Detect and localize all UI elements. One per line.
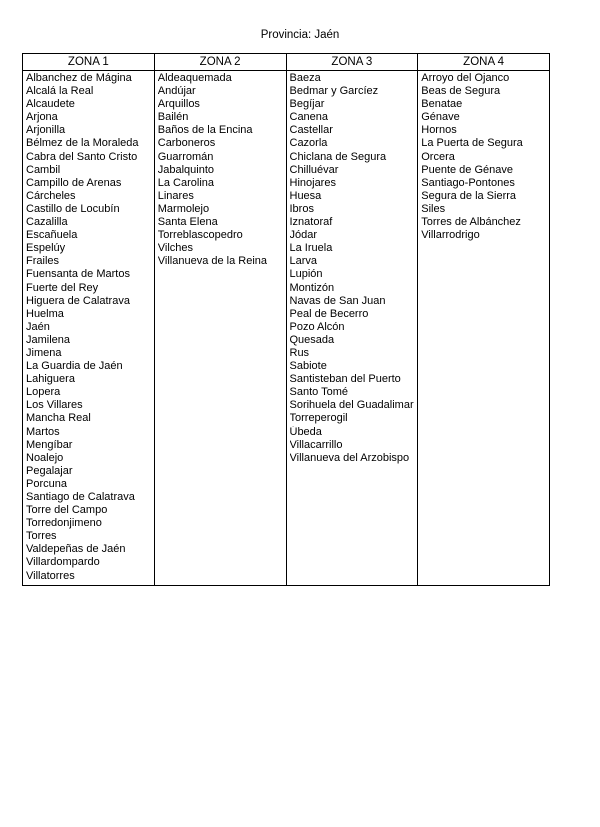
municipality-item: Santiago-Pontones xyxy=(421,176,515,189)
municipality-item: Torredonjimeno xyxy=(26,517,102,530)
municipality-item: Porcuna xyxy=(26,477,67,490)
municipality-item: Ibros xyxy=(289,202,314,215)
municipality-item: Aldeaquemada xyxy=(157,72,232,84)
municipality-item: Rus xyxy=(289,346,310,359)
municipality-item: Villarrodrigo xyxy=(421,229,480,242)
municipality-item: Montizón xyxy=(289,281,335,294)
municipality-item: Fuensanta de Martos xyxy=(26,268,130,281)
municipality-item: Génave xyxy=(421,111,460,124)
municipality-item: Alcaudete xyxy=(26,98,75,111)
municipality-item: Albanchez de Mágina xyxy=(26,72,132,84)
municipality-item: Campillo de Arenas xyxy=(26,176,122,189)
municipality-item: Arroyo del Ojanco xyxy=(421,72,510,84)
municipality-item: Cazalilla xyxy=(26,216,68,229)
municipality-item: Lupión xyxy=(289,268,323,281)
municipality-item: Arjona xyxy=(26,111,58,124)
municipality-item: Villacarrillo xyxy=(289,438,343,451)
municipality-item: Villanueva del Arzobispo xyxy=(289,451,410,464)
zone-header-2: ZONA 2 xyxy=(154,54,286,71)
zones-table xyxy=(22,53,550,586)
municipality-item: Bailén xyxy=(157,111,189,124)
municipality-item: Iznatoraf xyxy=(289,216,333,229)
municipality-item: Valdepeñas de Jaén xyxy=(26,543,126,556)
zone-3-list xyxy=(286,71,418,586)
municipality-item: Pozo Alcón xyxy=(289,320,345,333)
municipality-item: La Iruela xyxy=(289,242,333,255)
zone-4-list xyxy=(418,71,550,586)
municipality-item: Torres xyxy=(26,530,57,543)
municipality-item: Santiago de Calatrava xyxy=(26,491,135,503)
municipality-item: Lahiguera xyxy=(26,373,75,386)
municipality-item: Beas de Segura xyxy=(421,85,501,98)
municipality-item: Castillo de Locubín xyxy=(26,202,120,215)
municipality-item: Mengíbar xyxy=(26,438,73,451)
zone-1-list xyxy=(23,71,155,586)
municipality-item: Higuera de Calatrava xyxy=(26,294,130,307)
zone-2-list xyxy=(154,71,286,586)
municipality-item: Bedmar y Garcíez xyxy=(289,85,379,98)
municipality-item: Castellar xyxy=(289,124,333,137)
municipality-item: Torreperogil xyxy=(289,412,348,425)
municipality-item: Puente de Génave xyxy=(421,163,513,176)
municipality-item: Larva xyxy=(289,255,318,268)
municipality-item: Linares xyxy=(157,189,194,202)
municipality-item: Arquillos xyxy=(157,98,200,111)
municipality-item: Bélmez de la Moraleda xyxy=(26,137,139,150)
municipality-item: Hornos xyxy=(421,124,457,137)
municipality-item: Jimena xyxy=(26,346,62,359)
zone-header-4: ZONA 4 xyxy=(418,54,550,71)
municipality-item: Hinojares xyxy=(289,176,336,189)
municipality-item: Canena xyxy=(289,111,329,124)
municipality-item: Marmolejo xyxy=(157,202,210,215)
municipality-item: Chiclana de Segura xyxy=(289,150,387,163)
municipality-item: Frailes xyxy=(26,255,60,268)
municipality-item: Villardompardo xyxy=(26,556,100,569)
municipality-item: Escañuela xyxy=(26,229,78,242)
municipality-item: Jaén xyxy=(26,320,50,333)
municipality-item: Cambil xyxy=(26,163,61,176)
municipality-item: Pegalajar xyxy=(26,464,73,477)
municipality-item: La Carolina xyxy=(157,176,215,189)
municipality-item: Santa Elena xyxy=(157,216,218,229)
municipality-item: Jabalquinto xyxy=(157,163,215,176)
municipality-item: Arjonilla xyxy=(26,124,66,137)
municipality-item: Navas de San Juan xyxy=(289,294,386,307)
municipality-item: Benatae xyxy=(421,98,463,111)
municipality-item: Mancha Real xyxy=(26,412,91,425)
municipality-item: La Puerta de Segura xyxy=(421,137,523,150)
municipality-item: Torre del Campo xyxy=(26,504,108,517)
municipality-item: Huesa xyxy=(289,189,322,202)
municipality-item: Orcera xyxy=(421,150,455,163)
municipality-item: Villanueva de la Reina xyxy=(157,255,268,268)
municipality-item: Siles xyxy=(421,202,446,215)
municipality-item: Sabiote xyxy=(289,360,327,373)
municipality-item: Úbeda xyxy=(289,425,322,438)
municipality-item: Alcalá la Real xyxy=(26,85,94,98)
page-title: Provincia: Jaén xyxy=(260,29,340,41)
municipality-item: Baeza xyxy=(289,72,321,84)
municipality-item: Guarromán xyxy=(157,150,214,163)
zone-header-1: ZONA 1 xyxy=(23,54,155,71)
municipality-item: Santo Tomé xyxy=(289,386,349,399)
municipality-item: Jódar xyxy=(289,229,318,242)
municipality-item: Sorihuela del Guadalimar xyxy=(289,399,414,412)
municipality-item: Begíjar xyxy=(289,98,325,111)
municipality-item: Lopera xyxy=(26,386,61,399)
municipality-item: Villatorres xyxy=(26,569,75,582)
municipality-item: Carboneros xyxy=(157,137,216,150)
municipality-item: Fuerte del Rey xyxy=(26,281,99,294)
municipality-item: Los Villares xyxy=(26,399,83,412)
municipality-item: Cárcheles xyxy=(26,189,76,202)
municipality-item: Jamilena xyxy=(26,333,71,346)
municipality-item: Andújar xyxy=(157,85,196,98)
municipality-item: Vilches xyxy=(157,242,194,255)
municipality-item: Torreblascopedro xyxy=(157,229,243,242)
municipality-item: Peal de Becerro xyxy=(289,307,369,320)
zones-body-row xyxy=(23,71,550,586)
municipality-item: La Guardia de Jaén xyxy=(26,360,123,373)
municipality-item: Baños de la Encina xyxy=(157,124,253,137)
municipality-item: Quesada xyxy=(289,333,335,346)
municipality-item: Huelma xyxy=(26,307,64,320)
municipality-item: Cabra del Santo Cristo xyxy=(26,150,138,163)
zone-header-3: ZONA 3 xyxy=(286,54,418,71)
municipality-item: Santisteban del Puerto xyxy=(289,373,401,386)
municipality-item: Cazorla xyxy=(289,137,328,150)
zones-header-row xyxy=(23,54,550,71)
municipality-item: Noalejo xyxy=(26,451,64,464)
municipality-item: Torres de Albánchez xyxy=(421,216,521,229)
municipality-item: Espelúy xyxy=(26,242,66,255)
municipality-item: Chilluévar xyxy=(289,163,339,176)
municipality-item: Martos xyxy=(26,425,60,438)
municipality-item: Segura de la Sierra xyxy=(421,189,517,202)
